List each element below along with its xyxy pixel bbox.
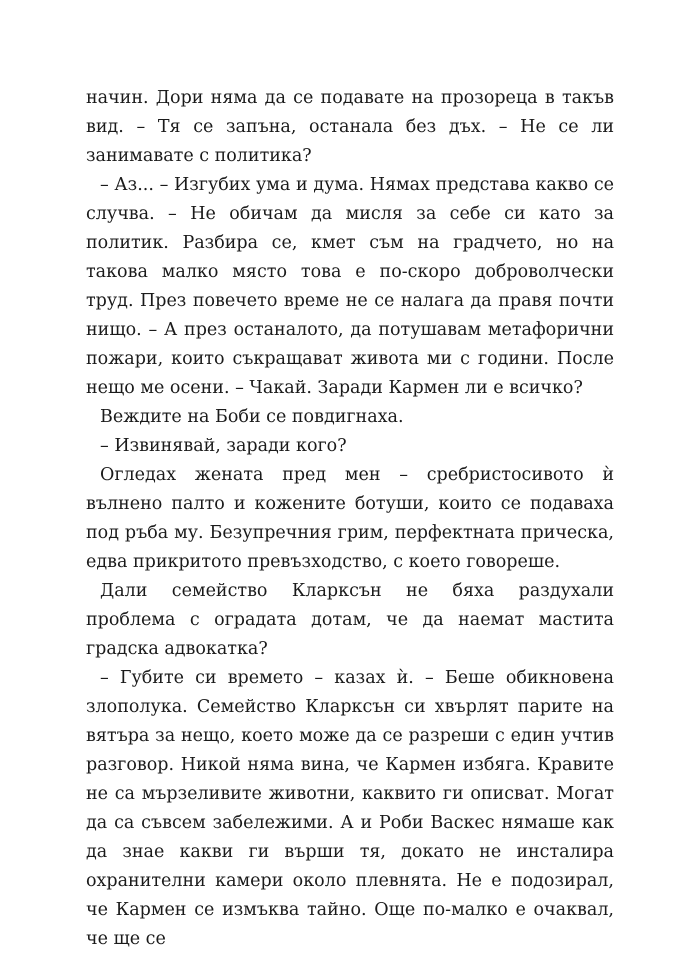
- paragraph: – Аз... – Изгубих ума и дума. Нямах представа какво се случва. – Не обичам да мисля за себе си като за политик. Разбира се, кмет съм на градчето, но на такова малко място това е по-скоро доброволчески труд. През повечето време не се налага да правя почти нищо. – А през останалото, да потушавам метафорични пожари, които съкращават живота ми с години. После нещо ме осени. – Чакай. Заради Кармен ли е всичко?: [86, 175, 614, 398]
- paragraph: – Извинявай, заради кого?: [100, 436, 347, 456]
- page-text: [86, 84, 614, 954]
- paragraph: – Губите си времето – казах ѝ. – Беше обикновена злополука. Семейство Кларксън си хвърлят парите на вятъра за нещо, което може да се разреши с един учтив разговор. Никой няма вина, че Кармен избяга. Кравите не са мързеливите животни, каквито ги описват. Могат да са съвсем забележими. А и Роби Васкес нямаше как да знае какви ги върши тя, докато не инсталира охранителни камери около плевнята. Не е подозирал, че Кармен се измъква тайно. Още по-малко е очаквал, че ще се: [86, 668, 614, 949]
- paragraph: Огледах жената пред мен – сребристосивото ѝ вълнено палто и кожените ботуши, които се подаваха под ръба му. Безупречния грим, перфектната прическа, едва прикритото превъзходство, с което говореше.: [86, 465, 614, 572]
- paragraph: Веждите на Боби се повдигнаха.: [100, 407, 404, 427]
- paragraph: Дали семейство Кларксън не бяха раздухали проблема с оградата дотам, че да наемат мастита градска адвокатка?: [86, 581, 614, 659]
- paragraph: начин. Дори няма да се подавате на прозореца в такъв вид. – Тя се запъна, останала без дъх. – Не се ли занимавате с политика?: [86, 88, 614, 166]
